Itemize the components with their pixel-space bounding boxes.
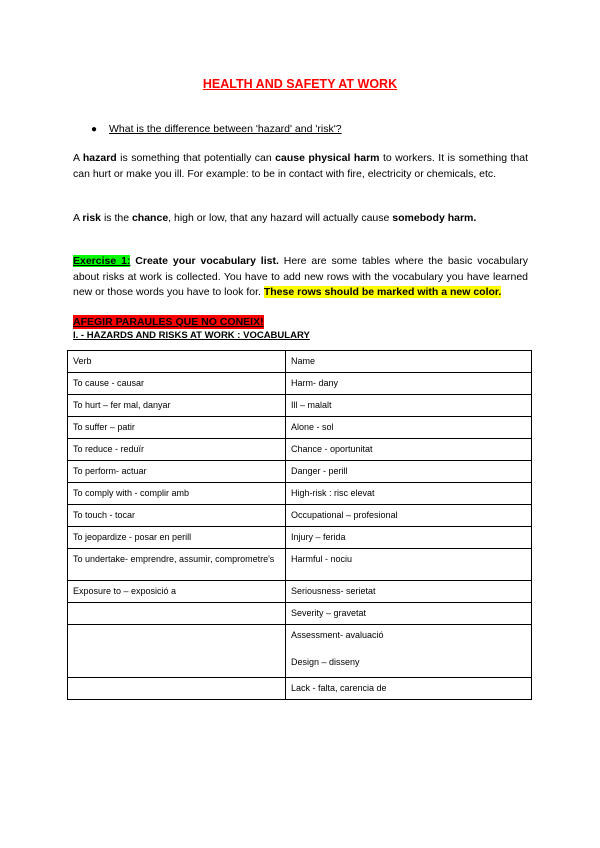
bullet-icon: ●	[91, 124, 98, 135]
verb-cell: To suffer – patir	[68, 417, 286, 439]
name-cell: Occupational – profesional	[286, 505, 532, 527]
name-cell: Injury – ferida	[286, 527, 532, 549]
verb-cell	[68, 625, 286, 678]
section-title: I. - HAZARDS AND RISKS AT WORK : VOCABULARY	[73, 330, 310, 341]
table-row	[68, 603, 532, 625]
verb-cell: To reduce - reduïr	[68, 439, 286, 461]
header-name: Name	[286, 351, 532, 373]
hazard-definition	[73, 151, 528, 182]
table-row	[68, 625, 532, 678]
document-title: HEALTH AND SAFETY AT WORK	[202, 77, 398, 91]
exercise-label: Exercise 1:	[73, 255, 131, 267]
table-row	[68, 461, 532, 483]
cause-harm-term: cause physical harm	[275, 152, 380, 164]
name-entry: Assessment- avaluació	[291, 630, 384, 640]
verb-cell: To hurt – fer mal, danyar	[68, 395, 286, 417]
hazard-term: hazard	[82, 152, 117, 164]
header-verb: Verb	[68, 351, 286, 373]
text-run: A	[73, 152, 83, 164]
text-run: is something that potentially can	[116, 152, 276, 164]
table-row	[68, 417, 532, 439]
name-cell: Lack - falta, carencia de	[286, 678, 532, 700]
verb-cell	[68, 603, 286, 625]
somebody-harm-term: somebody harm.	[392, 212, 477, 224]
table-row	[68, 505, 532, 527]
text-run: , high or low, that any hazard will actually cause	[168, 212, 393, 224]
name-cell: High-risk : risc elevat	[286, 483, 532, 505]
name-cell: Danger - perill	[286, 461, 532, 483]
highlight-note: These rows should be marked with a new color.	[263, 286, 502, 298]
verb-cell: Exposure to – exposició a	[68, 581, 286, 603]
name-entry: Design – disseny	[291, 657, 360, 667]
text-run: is the	[101, 212, 132, 224]
vocabulary-table	[67, 350, 532, 700]
table-row	[68, 581, 532, 603]
table-header-row	[68, 351, 532, 373]
exercise-bold-text: Create your vocabulary list.	[130, 255, 279, 267]
risk-term: risk	[82, 212, 102, 224]
name-cell: Seriousness- serietat	[286, 581, 532, 603]
text-run: A	[73, 212, 83, 224]
text-run: to workers. It is something that can hurt or make you ill. For example: to be in contact with fire, electricity or chemicals, etc.	[73, 152, 528, 180]
exercise-instructions	[73, 254, 528, 301]
table-row	[68, 678, 532, 700]
table-row	[68, 549, 532, 581]
table-row	[68, 527, 532, 549]
name-cell: Alone - sol	[286, 417, 532, 439]
name-cell: Harm- dany	[286, 373, 532, 395]
verb-cell: To perform- actuar	[68, 461, 286, 483]
name-cell	[286, 625, 532, 678]
name-cell: Severity – gravetat	[286, 603, 532, 625]
risk-definition	[73, 211, 528, 227]
verb-cell	[68, 678, 286, 700]
name-cell: Ill – malalt	[286, 395, 532, 417]
table-row	[68, 439, 532, 461]
question-line	[91, 123, 342, 135]
verb-cell: To touch - tocar	[68, 505, 286, 527]
name-cell: Harmful - nociu	[286, 549, 532, 581]
table-row	[68, 373, 532, 395]
verb-cell: To comply with - complir amb	[68, 483, 286, 505]
chance-term: chance	[131, 212, 169, 224]
verb-cell: To cause - causar	[68, 373, 286, 395]
text-run: Here are some tables where the basic vocabulary about risks at work is collected. You have to add new rows with the vocabulary you have learned new or those words you have to look for.	[73, 255, 528, 298]
table-row	[68, 483, 532, 505]
name-cell: Chance - oportunitat	[286, 439, 532, 461]
verb-cell: To undertake- emprendre, assumir, comprometre's	[68, 549, 286, 581]
table-row	[68, 395, 532, 417]
red-note: AFEGIR PARAULES QUE NO CONEIX!	[73, 316, 264, 328]
question-text: What is the difference between 'hazard' and 'risk'?	[109, 123, 342, 135]
verb-cell: To jeopardize - posar en perill	[68, 527, 286, 549]
